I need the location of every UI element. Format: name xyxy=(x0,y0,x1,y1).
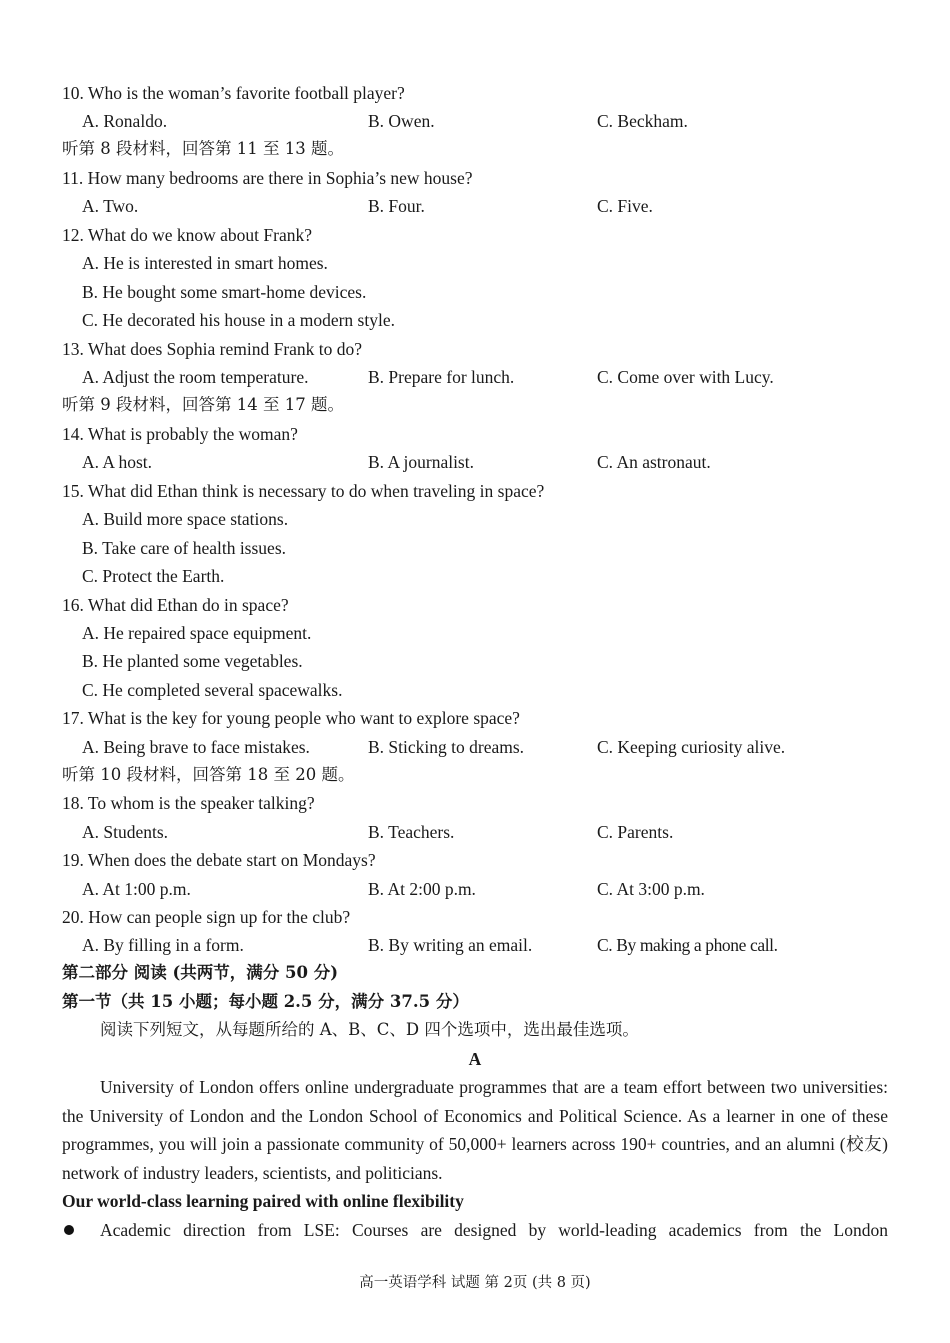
option-c: C. Come over with Lucy. xyxy=(597,367,774,387)
option-b: B. Owen. xyxy=(368,111,435,131)
option-a: A. He is interested in smart homes. xyxy=(82,253,328,273)
option-a: A. At 1:00 p.m. xyxy=(82,879,191,899)
section-note: 听第 10 段材料，回答第 18 至 20 题。 xyxy=(62,765,355,784)
question-stem: 13. What does Sophia remind Frank to do? xyxy=(62,339,363,359)
option-b: B. A journalist. xyxy=(368,452,474,472)
section-heading: 第一节（共 15 小题；每小题 2.5 分，满分 37.5 分） xyxy=(62,992,469,1011)
question-stem: 12. What do we know about Frank? xyxy=(62,225,312,245)
question-stem: 19. When does the debate start on Mondays? xyxy=(62,850,376,870)
option-a: A. By filling in a form. xyxy=(82,935,244,955)
question-stem: 17. What is the key for young people who want to explore space? xyxy=(62,708,520,728)
option-b: B. Prepare for lunch. xyxy=(368,367,515,387)
option-c: C. Keeping curiosity alive. xyxy=(597,737,786,757)
question-stem: 16. What did Ethan do in space? xyxy=(62,595,289,615)
section-note: 听第 9 段材料，回答第 14 至 17 题。 xyxy=(62,395,344,414)
question-stem: 11. How many bedrooms are there in Sophia’s new house? xyxy=(62,168,473,188)
option-a: A. Two. xyxy=(82,196,139,216)
part-heading: 第二部分 阅读 (共两节，满分 50 分) xyxy=(62,963,339,982)
option-a: A. A host. xyxy=(82,452,153,472)
option-b: B. Four. xyxy=(368,196,425,216)
option-a: A. Ronaldo. xyxy=(82,111,168,131)
passage-paragraph xyxy=(62,1073,888,1187)
option-b: B. Sticking to dreams. xyxy=(368,737,525,757)
question-stem: 14. What is probably the woman? xyxy=(62,424,298,444)
option-c: C. Protect the Earth. xyxy=(82,566,225,586)
question-stem: 15. What did Ethan think is necessary to do when traveling in space? xyxy=(62,481,545,501)
question-stem: 10. Who is the woman’s favorite football player? xyxy=(62,83,405,103)
option-c: C. Parents. xyxy=(597,822,674,842)
option-b: B. By writing an email. xyxy=(368,935,533,955)
option-a: A. Being brave to face mistakes. xyxy=(82,737,310,757)
question-stem: 20. How can people sign up for the club? xyxy=(62,907,351,927)
option-c: C. Five. xyxy=(597,196,653,216)
bullet-text: Academic direction from LSE: Courses are designed by world-leading academics from the London xyxy=(100,1220,888,1240)
option-b: B. Take care of health issues. xyxy=(82,538,287,558)
option-a: A. Students. xyxy=(82,822,169,842)
option-b: B. Teachers. xyxy=(368,822,455,842)
option-c: C. By making a phone call. xyxy=(597,935,778,955)
option-c: C. He completed several spacewalks. xyxy=(82,680,343,700)
passage-text: University of London offers online undergraduate programmes that are a team effort between two universities: the University of London and the London School of Economics and Political Science. As a learner in one of these programmes, you will join a passionate community of 50,000+ learners across 190+ countries, and an alumni (校友) network of industry leaders, scientists, and politicians. xyxy=(62,1077,888,1183)
option-b: B. He bought some smart-home devices. xyxy=(82,282,367,302)
option-c: C. He decorated his house in a modern style. xyxy=(82,310,395,330)
option-c: C. An astronaut. xyxy=(597,452,711,472)
option-c: C. Beckham. xyxy=(597,111,688,131)
instruction: 阅读下列短文，从每题所给的 A、B、C、D 四个选项中，选出最佳选项。 xyxy=(100,1020,639,1039)
option-a: A. Adjust the room temperature. xyxy=(82,367,309,387)
option-b: B. At 2:00 p.m. xyxy=(368,879,476,899)
option-a: A. He repaired space equipment. xyxy=(82,623,312,643)
option-c: C. At 3:00 p.m. xyxy=(597,879,705,899)
option-b: B. He planted some vegetables. xyxy=(82,651,303,671)
passage-letter: A xyxy=(468,1049,482,1069)
question-stem: 18. To whom is the speaker talking? xyxy=(62,793,315,813)
bullet-icon xyxy=(64,1225,74,1235)
option-a: A. Build more space stations. xyxy=(82,509,289,529)
section-note: 听第 8 段材料，回答第 11 至 13 题。 xyxy=(62,139,344,158)
subheading: Our world-class learning paired with online flexibility xyxy=(62,1191,464,1211)
page-footer: 高一英语学科 试题 第 2页 (共 8 页) xyxy=(359,1275,591,1291)
